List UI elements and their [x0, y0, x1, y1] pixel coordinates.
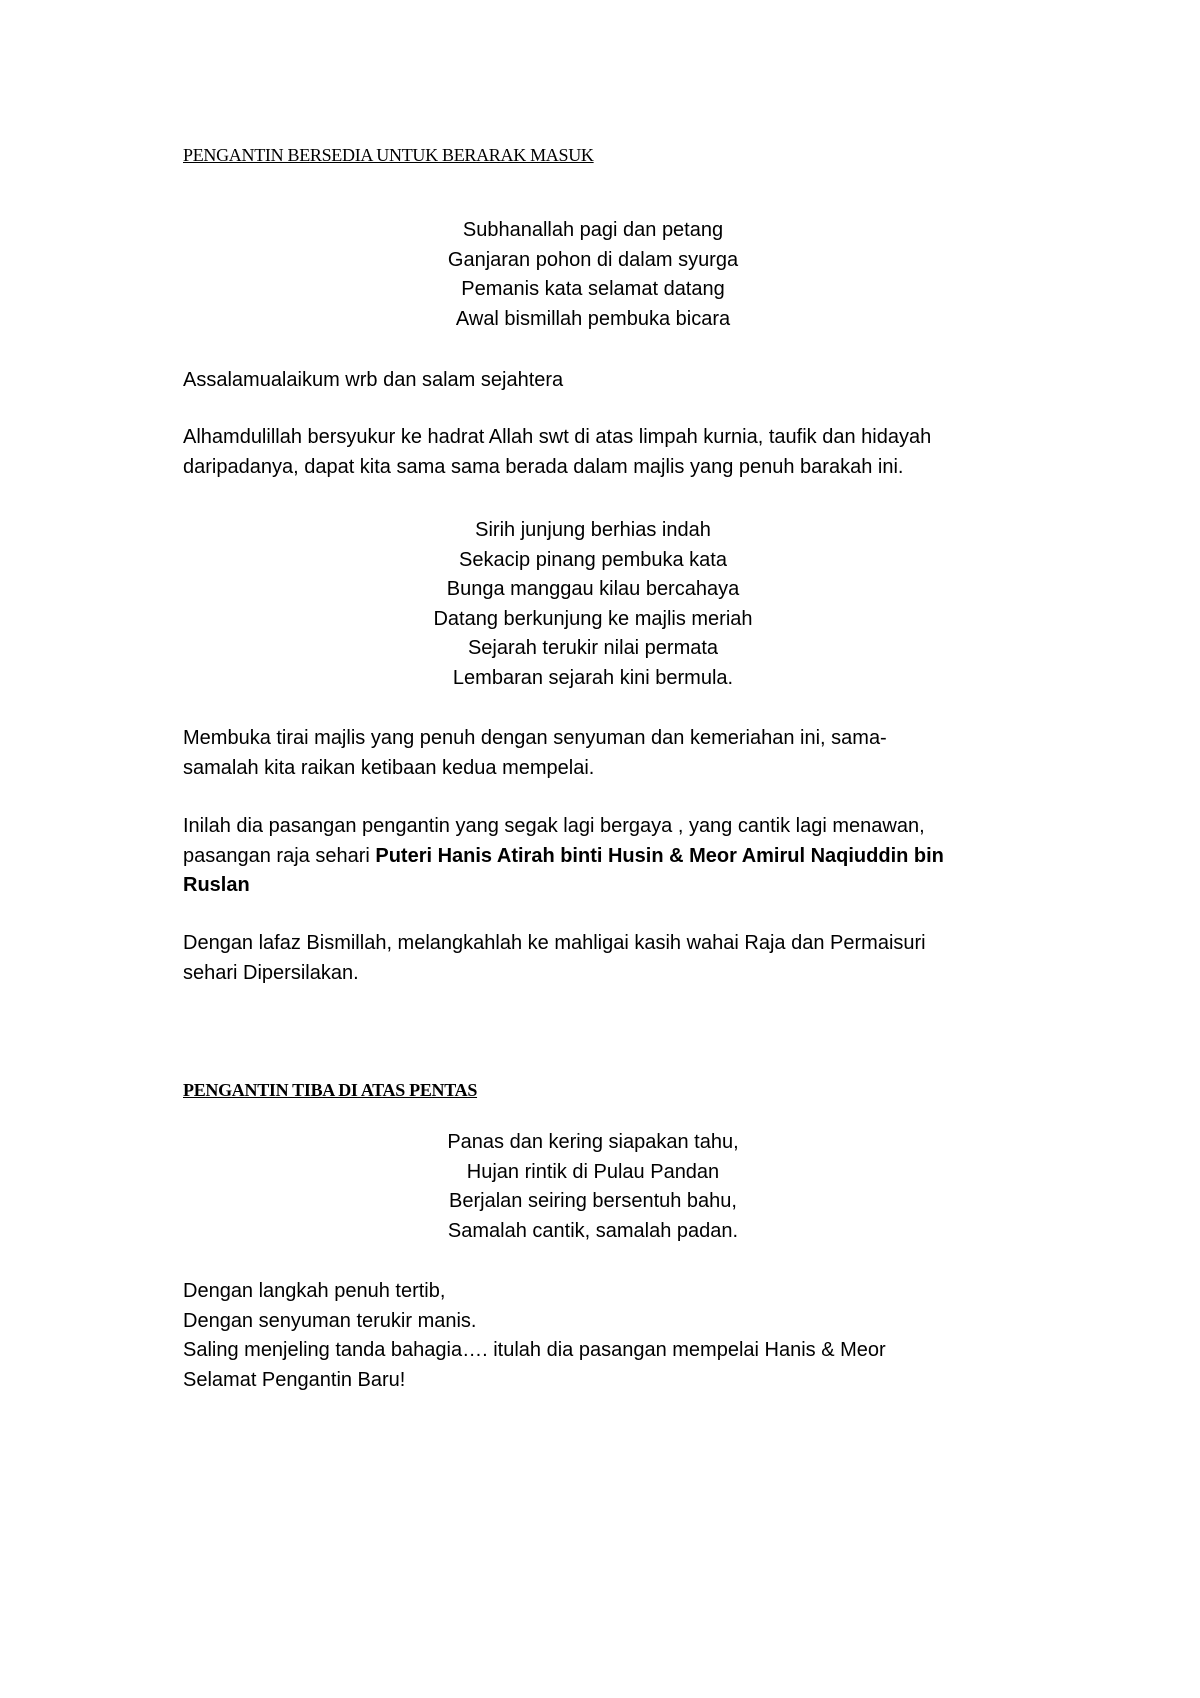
- pantun-line: Samalah cantik, samalah padan.: [447, 1219, 739, 1242]
- section1-heading: PENGANTIN BERSEDIA UNTUK BERARAK MASUK: [183, 145, 594, 165]
- closing-paragraph: [183, 1277, 1043, 1395]
- paragraph-line: Saling menjeling tanda bahagia…. itulah dia pasangan mempelai Hanis & Meor: [183, 1339, 886, 1362]
- couple-introduction: [183, 812, 1043, 901]
- stage-pantun: [163, 1128, 1023, 1246]
- document-page: [183, 0, 1043, 1698]
- pantun-line: Awal bismillah pembuka bicara: [455, 307, 731, 330]
- paragraph-line: sehari Dipersilakan.: [183, 961, 359, 984]
- welcome-pantun: [163, 516, 1023, 694]
- paragraph-line: samalah kita raikan ketibaan kedua mempelai.: [183, 756, 595, 779]
- pantun-line: Pemanis kata selamat datang: [461, 278, 725, 301]
- paragraph-line: Dengan senyuman terukir manis.: [183, 1309, 477, 1332]
- gratitude-paragraph: [183, 423, 1043, 482]
- pantun-line: Ganjaran pohon di dalam syurga: [447, 248, 739, 271]
- pantun-line: Berjalan seiring bersentuh bahu,: [449, 1190, 737, 1213]
- paragraph-line: Alhamdulillah bersyukur ke hadrat Allah swt di atas limpah kurnia, taufik dan hidayah: [183, 426, 932, 448]
- section2-heading: PENGANTIN TIBA DI ATAS PENTAS: [183, 1080, 478, 1100]
- paragraph-line: Dengan lafaz Bismillah, melangkahlah ke mahligai kasih wahai Raja dan Permaisuri: [183, 932, 926, 954]
- pantun-line: Sirih junjung berhias indah: [475, 519, 711, 541]
- greeting-text: Assalamualaikum wrb dan salam sejahtera: [183, 369, 564, 391]
- paragraph-line: [183, 842, 1043, 872]
- pantun-line: Panas dan kering siapakan tahu,: [447, 1131, 739, 1153]
- opening-paragraph: [183, 724, 1043, 783]
- paragraph-line: Dengan langkah penuh tertib,: [183, 1280, 446, 1302]
- pantun-line: Datang berkunjung ke majlis meriah: [433, 607, 753, 630]
- pantun-line: Bunga manggau kilau bercahaya: [446, 578, 740, 601]
- paragraph-line: Inilah dia pasangan pengantin yang segak lagi bergaya , yang cantik lagi menawan,: [183, 815, 925, 837]
- pantun-line: Hujan rintik di Pulau Pandan: [466, 1160, 720, 1183]
- couple-names: Puteri Hanis Atirah binti Husin & Meor Amirul Naqiuddin bin: [375, 844, 944, 867]
- paragraph-line: Membuka tirai majlis yang penuh dengan senyuman dan kemeriahan ini, sama-: [183, 727, 887, 749]
- invitation-paragraph: [183, 929, 1043, 988]
- intro-prefix: pasangan raja sehari: [183, 844, 376, 867]
- pantun-line: Sekacip pinang pembuka kata: [459, 548, 727, 571]
- greeting-paragraph: [183, 366, 1043, 396]
- paragraph-line: Selamat Pengantin Baru!: [183, 1368, 406, 1391]
- pantun-line: Sejarah terukir nilai permata: [467, 637, 719, 660]
- pantun-line: Lembaran sejarah kini bermula.: [452, 666, 734, 689]
- paragraph-line: daripadanya, dapat kita sama sama berada dalam majlis yang penuh barakah ini.: [183, 455, 904, 478]
- opening-pantun: [163, 216, 1023, 334]
- pantun-line: Subhanallah pagi dan petang: [462, 219, 724, 241]
- couple-names-continued: Ruslan: [183, 874, 250, 897]
